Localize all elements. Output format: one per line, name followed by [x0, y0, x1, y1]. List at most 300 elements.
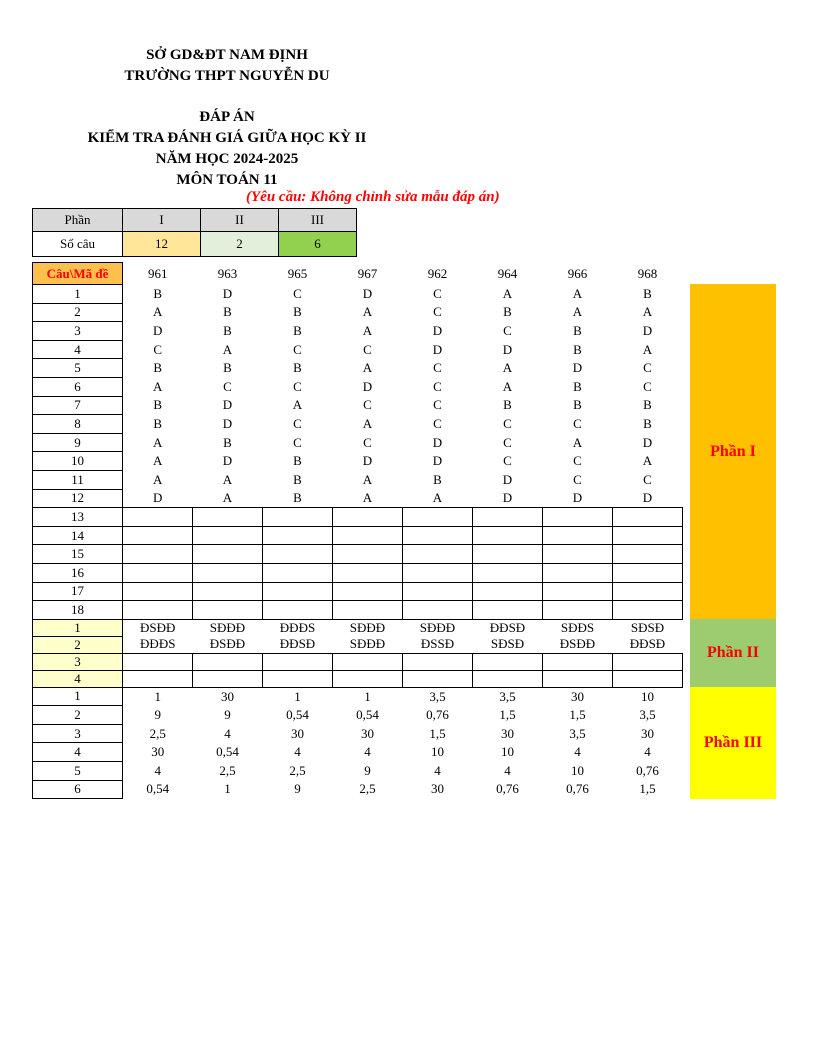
socau-value-2: 2 — [201, 232, 279, 257]
empty-answer-cell — [613, 526, 683, 545]
answer-cell: D — [222, 397, 233, 413]
part2-answer-row — [33, 670, 683, 687]
answer-cell: 0,76 — [496, 781, 519, 797]
question-number: 10 — [33, 452, 123, 471]
edit-note: (Yêu cầu: Không chỉnh sửa mẫu đáp án) — [246, 189, 500, 205]
empty-answer-cell — [333, 582, 403, 601]
empty-answer-cell — [123, 526, 193, 545]
answer-cell: A — [222, 471, 233, 487]
socau-label: Số câu — [33, 232, 123, 257]
answer-cell: 30 — [641, 725, 654, 741]
part1-band-label: Phần I — [710, 442, 756, 460]
part1-empty-row — [33, 545, 683, 564]
answer-cell: A — [362, 360, 373, 376]
phan-value-3: III — [279, 209, 357, 232]
question-number: 7 — [33, 396, 123, 415]
empty-answer-cell — [263, 601, 333, 620]
answer-cell: SĐĐĐ — [349, 619, 386, 635]
empty-answer-cell — [193, 508, 263, 527]
answer-cell: ĐĐSĐ — [489, 619, 526, 635]
part3-band — [690, 687, 776, 799]
empty-answer-cell — [543, 526, 613, 545]
empty-answer-cell — [263, 670, 333, 687]
exam-code: 961 — [148, 265, 168, 281]
question-number: 6 — [33, 780, 123, 799]
answer-cell: A — [502, 360, 513, 376]
answer-cell: 10 — [571, 762, 584, 778]
answer-cell: C — [643, 378, 652, 394]
part3-answer-row — [33, 706, 683, 725]
answer-cell: D — [502, 341, 513, 357]
answer-cell: C — [293, 285, 302, 301]
part3-answer-row — [33, 780, 683, 799]
part1-empty-row — [33, 563, 683, 582]
answer-cell: B — [293, 304, 302, 320]
part1-answer-row — [33, 359, 683, 378]
answer-cell: 30 — [151, 744, 165, 760]
empty-answer-cell — [543, 670, 613, 687]
answer-cell: A — [572, 285, 583, 301]
part3-answer-row — [33, 743, 683, 762]
empty-answer-cell — [263, 653, 333, 670]
answer-cell: 1,5 — [639, 781, 656, 797]
part1-answer-row — [33, 322, 683, 341]
answer-cell: C — [503, 453, 512, 469]
empty-answer-cell — [123, 601, 193, 620]
empty-answer-cell — [193, 582, 263, 601]
answer-cell: B — [293, 471, 302, 487]
part1-answer-row — [33, 340, 683, 359]
answer-cell: A — [292, 397, 303, 413]
school-name: TRƯỜNG THPT NGUYỄN DU — [124, 68, 330, 84]
part2-band — [690, 619, 776, 687]
empty-answer-cell — [543, 601, 613, 620]
empty-answer-cell — [123, 545, 193, 564]
question-number: 3 — [33, 724, 123, 743]
answer-cell: B — [223, 304, 232, 320]
empty-answer-cell — [613, 508, 683, 527]
title-line-2: KIỂM TRA ĐÁNH GIÁ GIỮA HỌC KỲ II — [87, 130, 367, 146]
answer-cell: 0,54 — [216, 744, 239, 760]
answer-cell: D — [572, 360, 583, 376]
answer-cell: ĐSĐĐ — [140, 619, 176, 635]
part3-band-label: Phần III — [703, 734, 763, 751]
answer-cell: 3,5 — [639, 707, 656, 723]
socau-value-1: 12 — [123, 232, 201, 257]
answer-cell: A — [362, 490, 373, 506]
answer-cell: D — [432, 453, 443, 469]
answer-cell: ĐĐSĐ — [629, 636, 666, 652]
answer-cell: 2,5 — [289, 762, 306, 778]
answer-cell: B — [293, 490, 302, 506]
answer-cell: 0,76 — [636, 762, 659, 778]
empty-answer-cell — [123, 653, 193, 670]
answers-table — [32, 262, 683, 799]
answer-cell: 2,5 — [219, 762, 236, 778]
empty-answer-cell — [613, 670, 683, 687]
empty-answer-cell — [333, 653, 403, 670]
empty-answer-cell — [333, 601, 403, 620]
part1-answer-row — [33, 470, 683, 489]
answer-cell: B — [503, 304, 512, 320]
empty-answer-cell — [613, 582, 683, 601]
answer-cell: 4 — [504, 762, 511, 778]
answer-cell: C — [643, 471, 652, 487]
phan-row — [33, 209, 357, 232]
exam-code: 966 — [567, 265, 588, 281]
answer-cell: 1 — [154, 688, 161, 704]
empty-answer-cell — [543, 508, 613, 527]
answer-cell: 2,5 — [359, 781, 376, 797]
empty-answer-cell — [403, 545, 473, 564]
answer-cell: ĐĐĐS — [279, 619, 316, 635]
socau-value-3: 6 — [279, 232, 357, 257]
answer-cell: B — [293, 360, 302, 376]
empty-answer-cell — [193, 563, 263, 582]
part1-answer-row — [33, 452, 683, 471]
answer-cell: C — [573, 471, 582, 487]
part3-answer-row — [33, 687, 683, 706]
question-number: 17 — [33, 582, 123, 601]
empty-answer-cell — [403, 601, 473, 620]
answer-cell: SĐSĐ — [630, 619, 665, 635]
answer-cell: A — [362, 304, 373, 320]
empty-answer-cell — [123, 670, 193, 687]
answer-cell: C — [293, 378, 302, 394]
title-block — [27, 107, 427, 191]
question-number: 11 — [33, 470, 123, 489]
answer-cell: 3,5 — [499, 688, 516, 704]
answer-cell: B — [153, 397, 163, 413]
part2-band-label: Phần II — [706, 644, 760, 661]
empty-answer-cell — [193, 526, 263, 545]
answer-cell: 0,54 — [286, 707, 309, 723]
school-dept: SỞ GD&ĐT NAM ĐỊNH — [146, 47, 308, 63]
answer-cell: D — [222, 453, 233, 469]
corner-label: Câu\Mã đề — [33, 263, 123, 285]
answer-cell: A — [222, 341, 233, 357]
answer-cell: D — [153, 322, 163, 338]
answer-cell: D — [222, 415, 233, 431]
answer-cell: 4 — [574, 744, 581, 760]
title-line-4: MÔN TOÁN 11 — [176, 172, 278, 188]
answer-cell: 3,5 — [429, 688, 446, 704]
answer-cell: 3,5 — [569, 725, 586, 741]
exam-code: 963 — [217, 265, 238, 281]
answer-cell: 30 — [291, 725, 304, 741]
empty-answer-cell — [263, 545, 333, 564]
answer-cell: A — [362, 415, 373, 431]
empty-answer-cell — [473, 601, 543, 620]
answer-cell: B — [293, 453, 302, 469]
answer-cell: ĐĐSĐ — [279, 636, 316, 652]
question-number: 1 — [33, 285, 123, 304]
answer-cell: D — [502, 471, 513, 487]
part3-answer-row — [33, 724, 683, 743]
answer-cell: C — [293, 341, 302, 357]
answer-cell: 1 — [364, 688, 371, 704]
answer-cell: 30 — [501, 725, 514, 741]
part2-answer-row — [33, 653, 683, 670]
title-line-3: NĂM HỌC 2024-2025 — [155, 151, 299, 167]
answer-cell: A — [153, 304, 163, 320]
question-number: 5 — [33, 762, 123, 781]
answer-cell: C — [643, 360, 652, 376]
question-number: 6 — [33, 377, 123, 396]
school-header — [67, 45, 387, 87]
answer-cell: 2,5 — [149, 725, 166, 741]
empty-answer-cell — [123, 563, 193, 582]
question-number: 12 — [33, 489, 123, 508]
answer-cell: B — [643, 397, 652, 413]
question-number: 15 — [33, 545, 123, 564]
answer-cell: 1 — [224, 781, 231, 797]
part3-answer-row — [33, 762, 683, 781]
question-number: 1 — [33, 619, 123, 636]
part1-answer-row — [33, 415, 683, 434]
empty-answer-cell — [333, 526, 403, 545]
empty-answer-cell — [473, 545, 543, 564]
title-line-1: ĐÁP ÁN — [199, 109, 255, 125]
question-number: 18 — [33, 601, 123, 620]
answer-cell: A — [432, 490, 443, 506]
answer-cell: D — [572, 490, 583, 506]
answer-cell: 0,76 — [426, 707, 449, 723]
answer-cell: B — [643, 285, 652, 301]
answer-cell: B — [643, 415, 652, 431]
question-number: 5 — [33, 359, 123, 378]
answer-cell: 30 — [221, 688, 234, 704]
part1-answer-row — [33, 303, 683, 322]
empty-answer-cell — [403, 526, 473, 545]
answer-cell: D — [153, 490, 163, 506]
answer-cell: 1,5 — [429, 725, 446, 741]
answer-cell: D — [362, 453, 373, 469]
answer-cell: C — [573, 453, 582, 469]
empty-answer-cell — [263, 582, 333, 601]
answer-cell: 1,5 — [499, 707, 516, 723]
exam-code: 964 — [497, 265, 518, 281]
answer-cell: B — [153, 360, 163, 376]
answer-cell: A — [572, 434, 583, 450]
answer-cell: A — [572, 304, 583, 320]
answer-cell: 4 — [644, 744, 651, 760]
answer-cell: C — [433, 415, 442, 431]
answer-cell: 9 — [364, 762, 371, 778]
answer-cell: C — [433, 360, 442, 376]
answer-cell: B — [223, 360, 232, 376]
answer-cell: 30 — [361, 725, 374, 741]
empty-answer-cell — [263, 563, 333, 582]
part1-band — [690, 284, 776, 619]
question-number: 13 — [33, 508, 123, 527]
empty-answer-cell — [613, 601, 683, 620]
answer-cell: ĐSSĐ — [420, 636, 455, 652]
empty-answer-cell — [333, 670, 403, 687]
part2-answer-row — [33, 636, 683, 653]
answer-cell: D — [432, 341, 443, 357]
answer-cell: B — [573, 341, 582, 357]
answer-cell: C — [503, 434, 512, 450]
answer-cell: 30 — [431, 781, 444, 797]
answer-cell: SĐSĐ — [490, 636, 525, 652]
answer-cell: D — [642, 322, 653, 338]
answer-cell: 4 — [434, 762, 441, 778]
exam-code: 968 — [637, 265, 658, 281]
answer-cell: C — [573, 415, 582, 431]
answer-cell: A — [642, 453, 653, 469]
empty-answer-cell — [193, 670, 263, 687]
answer-cell: B — [153, 415, 163, 431]
answer-cell: SĐĐS — [560, 619, 595, 635]
empty-answer-cell — [193, 545, 263, 564]
answer-cell: 10 — [641, 688, 654, 704]
answer-cell: C — [503, 322, 512, 338]
answer-cell: SĐĐĐ — [349, 636, 386, 652]
empty-answer-cell — [613, 563, 683, 582]
part1-empty-row — [33, 508, 683, 527]
answer-cell: B — [573, 397, 582, 413]
answer-cell: C — [293, 415, 302, 431]
question-number: 2 — [33, 303, 123, 322]
answer-cell: 1 — [294, 688, 301, 704]
phan-value-2: II — [201, 209, 279, 232]
answer-cell: 9 — [294, 781, 301, 797]
empty-answer-cell — [123, 508, 193, 527]
question-number: 3 — [33, 322, 123, 341]
empty-answer-cell — [403, 508, 473, 527]
empty-answer-cell — [403, 563, 473, 582]
empty-answer-cell — [193, 653, 263, 670]
empty-answer-cell — [473, 508, 543, 527]
empty-answer-cell — [333, 545, 403, 564]
answer-cell: 4 — [294, 744, 301, 760]
answer-cell: A — [502, 285, 513, 301]
empty-answer-cell — [473, 670, 543, 687]
answer-cell: 0,54 — [356, 707, 379, 723]
answer-cell: 4 — [154, 762, 161, 778]
exam-codes-row — [33, 263, 683, 285]
phan-value-1: I — [123, 209, 201, 232]
answer-cell: 4 — [224, 725, 231, 741]
answer-cell: A — [362, 322, 373, 338]
answer-cell: ĐĐĐS — [140, 636, 176, 652]
answer-cell: A — [642, 304, 653, 320]
empty-answer-cell — [473, 526, 543, 545]
empty-answer-cell — [543, 563, 613, 582]
answer-cell: D — [502, 490, 513, 506]
question-number: 4 — [33, 743, 123, 762]
answer-cell: A — [153, 378, 163, 394]
answer-cell: C — [363, 434, 372, 450]
answer-cell: C — [153, 341, 163, 357]
phan-label: Phần — [33, 209, 123, 232]
answer-cell: A — [153, 453, 163, 469]
part1-answer-row — [33, 433, 683, 452]
question-number: 4 — [33, 670, 123, 687]
answer-cell: C — [433, 378, 442, 394]
answer-cell: 1,5 — [569, 707, 586, 723]
answer-cell: C — [503, 415, 512, 431]
answer-cell: B — [223, 322, 232, 338]
question-number: 1 — [33, 687, 123, 706]
answer-cell: B — [153, 285, 163, 301]
question-number: 4 — [33, 340, 123, 359]
part1-empty-row — [33, 526, 683, 545]
answer-cell: D — [362, 285, 373, 301]
exam-code: 965 — [287, 265, 308, 281]
empty-answer-cell — [403, 670, 473, 687]
empty-answer-cell — [193, 601, 263, 620]
answer-cell: A — [222, 490, 233, 506]
question-number: 9 — [33, 433, 123, 452]
answer-cell: B — [573, 378, 582, 394]
part1-answer-row — [33, 396, 683, 415]
answer-cell: C — [433, 397, 442, 413]
part1-answer-row — [33, 285, 683, 304]
empty-answer-cell — [473, 563, 543, 582]
empty-answer-cell — [613, 653, 683, 670]
empty-answer-cell — [333, 563, 403, 582]
part1-empty-row — [33, 601, 683, 620]
answer-cell: C — [293, 434, 302, 450]
part2-answer-row — [33, 619, 683, 636]
answer-cell: SĐĐĐ — [209, 619, 246, 635]
empty-answer-cell — [403, 582, 473, 601]
answer-cell: B — [293, 322, 302, 338]
empty-answer-cell — [263, 508, 333, 527]
answer-cell: 30 — [571, 688, 584, 704]
answer-cell: 10 — [501, 744, 514, 760]
question-number: 2 — [33, 706, 123, 725]
answer-cell: ĐSĐĐ — [209, 636, 246, 652]
empty-answer-cell — [543, 582, 613, 601]
answer-cell: A — [502, 378, 513, 394]
answer-cell: D — [642, 490, 653, 506]
answer-cell: C — [363, 397, 372, 413]
summary-table — [32, 208, 357, 257]
empty-answer-cell — [473, 582, 543, 601]
answer-cell: D — [362, 378, 373, 394]
empty-answer-cell — [613, 545, 683, 564]
answer-cell: C — [433, 285, 442, 301]
empty-answer-cell — [403, 653, 473, 670]
answer-cell: C — [223, 378, 232, 394]
question-number: 8 — [33, 415, 123, 434]
answer-cell: B — [433, 471, 442, 487]
answer-cell: A — [362, 471, 373, 487]
empty-answer-cell — [333, 508, 403, 527]
answer-cell: D — [642, 434, 653, 450]
part1-answer-row — [33, 489, 683, 508]
answer-cell: ĐSĐĐ — [559, 636, 596, 652]
answer-cell: 0,76 — [566, 781, 589, 797]
part1-answer-row — [33, 377, 683, 396]
answer-cell: C — [363, 341, 372, 357]
question-number: 14 — [33, 526, 123, 545]
question-number: 16 — [33, 563, 123, 582]
exam-code: 967 — [357, 265, 378, 281]
answer-cell: 4 — [364, 744, 371, 760]
exam-code: 962 — [427, 265, 448, 281]
answer-cell: B — [503, 397, 512, 413]
answer-cell: 10 — [431, 744, 444, 760]
answer-cell: SĐĐĐ — [419, 619, 456, 635]
answer-cell: D — [432, 322, 443, 338]
socau-row — [33, 232, 357, 257]
answer-cell: A — [153, 471, 163, 487]
empty-answer-cell — [473, 653, 543, 670]
